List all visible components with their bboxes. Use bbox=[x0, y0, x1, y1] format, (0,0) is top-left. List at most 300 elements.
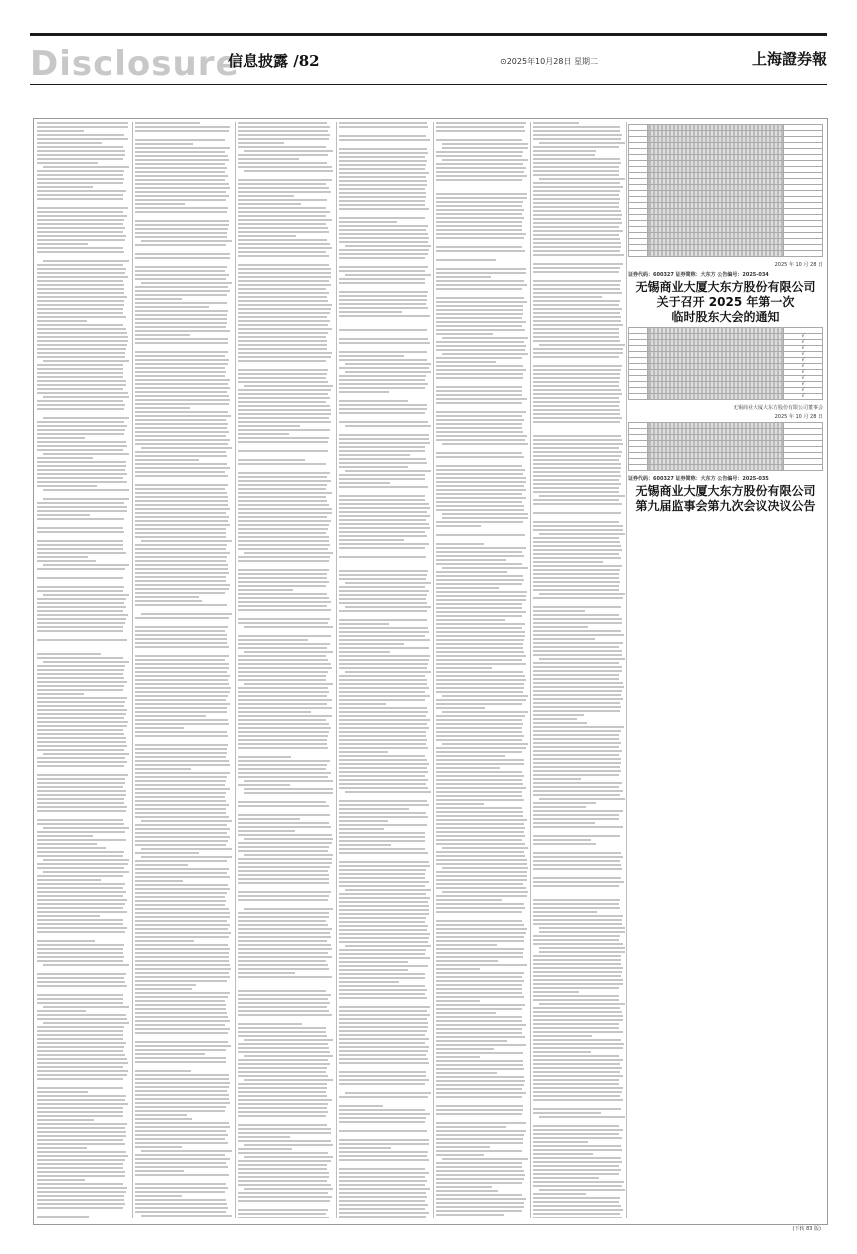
text-line bbox=[37, 158, 123, 160]
text-line bbox=[238, 739, 327, 741]
text-line bbox=[436, 944, 497, 946]
text-line bbox=[339, 474, 425, 476]
text-line bbox=[37, 485, 97, 487]
text-line bbox=[533, 746, 619, 748]
text-line bbox=[37, 1179, 85, 1181]
text-line bbox=[533, 1087, 623, 1089]
text-line bbox=[37, 586, 124, 588]
text-line bbox=[339, 1117, 426, 1119]
text-line bbox=[533, 1083, 619, 1085]
text-line bbox=[37, 182, 123, 184]
text-line bbox=[533, 1095, 620, 1097]
text-line bbox=[238, 818, 300, 820]
text-line bbox=[436, 497, 526, 499]
text-line bbox=[37, 215, 127, 217]
text-line bbox=[339, 511, 427, 513]
text-line bbox=[436, 317, 522, 319]
text-line bbox=[135, 1102, 230, 1104]
text-line bbox=[37, 544, 123, 546]
text-line bbox=[135, 179, 225, 181]
text-line bbox=[238, 463, 326, 465]
text-line bbox=[135, 679, 228, 681]
text-line bbox=[238, 393, 328, 395]
text-line bbox=[436, 1076, 524, 1078]
text-line bbox=[37, 1002, 123, 1004]
text-line bbox=[436, 1020, 522, 1022]
text-line bbox=[135, 776, 227, 778]
text-line bbox=[339, 659, 429, 661]
text-column-3 bbox=[238, 122, 333, 1218]
text-line bbox=[238, 882, 329, 884]
text-line bbox=[436, 799, 524, 801]
text-line bbox=[533, 525, 623, 527]
text-line bbox=[238, 122, 327, 124]
text-line bbox=[238, 480, 331, 482]
text-line bbox=[238, 647, 327, 649]
text-line bbox=[533, 479, 619, 481]
text-line bbox=[37, 614, 128, 616]
text-line bbox=[436, 972, 524, 974]
text-line bbox=[135, 1199, 226, 1201]
text-line bbox=[244, 1188, 333, 1190]
text-line bbox=[436, 807, 522, 809]
text-line bbox=[135, 824, 227, 826]
text-line bbox=[533, 557, 621, 559]
table-cell: √ bbox=[784, 358, 823, 364]
text-line bbox=[533, 860, 620, 862]
text-line bbox=[238, 874, 329, 876]
text-line bbox=[135, 663, 229, 665]
text-line bbox=[238, 1063, 330, 1065]
text-line bbox=[135, 792, 226, 794]
text-line bbox=[339, 651, 390, 653]
text-line bbox=[238, 1136, 290, 1138]
text-line bbox=[339, 221, 397, 223]
text-line bbox=[238, 235, 296, 237]
text-line bbox=[533, 778, 581, 780]
text-line bbox=[339, 531, 425, 533]
text-line bbox=[37, 384, 126, 386]
text-line bbox=[238, 356, 331, 358]
text-line bbox=[135, 1134, 228, 1136]
text-line bbox=[339, 723, 427, 725]
text-line bbox=[43, 489, 129, 491]
text-line bbox=[533, 638, 595, 640]
text-line bbox=[436, 130, 525, 132]
text-line bbox=[339, 1155, 427, 1157]
text-line bbox=[238, 711, 311, 713]
text-line bbox=[37, 749, 124, 751]
text-line bbox=[135, 832, 227, 834]
text-line bbox=[135, 1041, 228, 1043]
text-line bbox=[339, 446, 425, 448]
text-line bbox=[533, 750, 622, 752]
table-cell: √ bbox=[784, 382, 823, 388]
text-line bbox=[339, 180, 427, 182]
text-line bbox=[238, 1107, 327, 1109]
text-line bbox=[244, 385, 333, 387]
text-line bbox=[339, 917, 426, 919]
text-line bbox=[135, 1016, 228, 1018]
text-line bbox=[135, 455, 227, 457]
text-line bbox=[533, 1055, 619, 1057]
text-line bbox=[533, 802, 596, 804]
text-line bbox=[436, 547, 526, 549]
text-line bbox=[37, 839, 126, 841]
text-line bbox=[436, 575, 523, 577]
text-line bbox=[436, 345, 526, 347]
text-line bbox=[238, 219, 332, 221]
text-line bbox=[533, 503, 622, 505]
text-line bbox=[238, 1075, 328, 1077]
text-line bbox=[436, 233, 526, 235]
text-line bbox=[238, 990, 326, 992]
text-line bbox=[238, 280, 329, 282]
text-line bbox=[339, 852, 428, 854]
text-line bbox=[135, 988, 192, 990]
text-line bbox=[238, 703, 327, 705]
text-line bbox=[135, 1032, 228, 1034]
text-line bbox=[135, 900, 226, 902]
text-line bbox=[135, 403, 229, 405]
text-line bbox=[339, 1014, 430, 1016]
text-line bbox=[37, 272, 125, 274]
text-line bbox=[436, 171, 524, 173]
text-line bbox=[238, 409, 331, 411]
text-line bbox=[533, 1051, 591, 1053]
text-line bbox=[135, 604, 227, 606]
text-line bbox=[37, 320, 87, 322]
text-line bbox=[135, 912, 230, 914]
text-line bbox=[238, 719, 326, 721]
text-line bbox=[533, 381, 619, 383]
text-line bbox=[238, 899, 328, 901]
text-line bbox=[37, 235, 126, 237]
text-line bbox=[37, 1091, 88, 1093]
text-line bbox=[238, 328, 332, 330]
text-line bbox=[339, 759, 427, 761]
text-line bbox=[238, 187, 329, 189]
text-line bbox=[533, 1197, 620, 1199]
text-line bbox=[436, 1068, 524, 1070]
text-line bbox=[339, 1200, 425, 1202]
text-line bbox=[436, 333, 493, 335]
text-line bbox=[533, 971, 622, 973]
text-line bbox=[339, 751, 388, 753]
text-line bbox=[37, 170, 124, 172]
text-line bbox=[37, 705, 124, 707]
text-line bbox=[135, 948, 230, 950]
text-line bbox=[238, 643, 330, 645]
text-line bbox=[533, 674, 619, 676]
text-line bbox=[37, 741, 126, 743]
text-line bbox=[436, 377, 523, 379]
text-line bbox=[533, 397, 619, 399]
text-line bbox=[533, 818, 619, 820]
text-line bbox=[533, 1165, 619, 1167]
text-line bbox=[339, 188, 425, 190]
stock-code-line: 证券代码：600327 证券简称：大东方 公告编号：2025-034 bbox=[628, 272, 769, 278]
text-line bbox=[436, 390, 522, 392]
text-line bbox=[436, 357, 522, 359]
text-line bbox=[436, 427, 522, 429]
text-line bbox=[37, 855, 123, 857]
text-line bbox=[533, 1019, 623, 1021]
text-line bbox=[238, 397, 330, 399]
text-line bbox=[135, 1057, 226, 1059]
text-line bbox=[135, 512, 226, 514]
text-line bbox=[238, 936, 331, 938]
text-line bbox=[533, 1031, 623, 1033]
text-line bbox=[436, 209, 524, 211]
text-line bbox=[135, 195, 229, 197]
text-line bbox=[533, 710, 620, 712]
newspaper-name: 上海證券報 bbox=[751, 50, 827, 68]
text-line bbox=[37, 1103, 128, 1105]
text-line bbox=[436, 707, 485, 709]
text-line bbox=[135, 836, 230, 838]
text-line bbox=[135, 876, 230, 878]
text-line bbox=[37, 977, 124, 979]
text-line bbox=[238, 1168, 327, 1170]
text-line bbox=[436, 280, 524, 282]
text-line bbox=[135, 1158, 230, 1160]
text-line bbox=[37, 944, 124, 946]
text-line bbox=[238, 1031, 326, 1033]
text-line bbox=[135, 784, 225, 786]
text-line bbox=[436, 217, 524, 219]
text-line bbox=[135, 642, 227, 644]
text-line bbox=[135, 968, 231, 970]
text-line bbox=[135, 524, 230, 526]
text-line bbox=[533, 417, 622, 419]
text-line bbox=[135, 1146, 182, 1148]
text-line bbox=[135, 812, 226, 814]
text-line bbox=[37, 316, 126, 318]
text-line bbox=[135, 715, 206, 717]
board-signature: 无锡商业大厦大东方股份有限公司董事会 bbox=[732, 405, 823, 411]
text-line bbox=[339, 404, 427, 406]
text-line bbox=[533, 1112, 601, 1114]
text-line bbox=[238, 972, 295, 974]
text-line bbox=[436, 259, 496, 261]
text-line bbox=[533, 230, 623, 232]
text-line bbox=[238, 866, 330, 868]
text-line bbox=[238, 830, 295, 832]
text-line bbox=[37, 1187, 127, 1189]
text-line bbox=[436, 911, 522, 913]
text-line bbox=[238, 154, 328, 156]
text-line bbox=[244, 908, 333, 910]
text-line bbox=[533, 463, 621, 465]
text-line bbox=[238, 1059, 328, 1061]
text-line bbox=[533, 758, 621, 760]
text-line bbox=[141, 856, 232, 858]
text-line bbox=[238, 671, 328, 673]
text-line bbox=[339, 985, 425, 987]
table-cell: √ bbox=[784, 376, 823, 382]
text-line bbox=[238, 768, 326, 770]
text-line bbox=[436, 771, 522, 773]
text-line bbox=[37, 457, 93, 459]
text-line bbox=[533, 782, 622, 784]
text-line bbox=[339, 192, 426, 194]
text-line bbox=[37, 284, 124, 286]
text-line bbox=[238, 735, 328, 737]
text-line bbox=[436, 759, 524, 761]
text-line bbox=[135, 318, 227, 320]
text-line bbox=[436, 1190, 498, 1192]
text-line bbox=[37, 883, 125, 885]
text-line bbox=[37, 669, 124, 671]
text-line bbox=[238, 1164, 327, 1166]
text-line bbox=[37, 985, 127, 987]
text-line bbox=[345, 791, 431, 793]
text-line bbox=[436, 875, 527, 877]
text-line bbox=[436, 932, 526, 934]
text-line bbox=[37, 1139, 123, 1141]
text-line bbox=[533, 409, 620, 411]
text-line bbox=[135, 564, 228, 566]
text-line bbox=[533, 182, 620, 184]
table-cell bbox=[629, 465, 648, 471]
text-line bbox=[244, 854, 333, 856]
text-line bbox=[533, 814, 619, 816]
text-line bbox=[339, 438, 429, 440]
text-line bbox=[436, 960, 498, 962]
text-line bbox=[238, 389, 331, 391]
text-line bbox=[135, 626, 228, 628]
text-line bbox=[339, 779, 428, 781]
text-line bbox=[238, 862, 332, 864]
text-line bbox=[436, 229, 522, 231]
text-line bbox=[238, 731, 329, 733]
text-line bbox=[37, 264, 123, 266]
text-line bbox=[238, 316, 327, 318]
text-line bbox=[436, 779, 522, 781]
text-line bbox=[533, 218, 621, 220]
text-line bbox=[339, 1042, 425, 1044]
text-line bbox=[533, 316, 621, 318]
text-line bbox=[436, 739, 522, 741]
text-line bbox=[339, 253, 428, 255]
text-line bbox=[135, 735, 228, 737]
text-line bbox=[339, 408, 427, 410]
text-line bbox=[37, 1070, 128, 1072]
text-line bbox=[339, 812, 426, 814]
text-line bbox=[533, 1027, 619, 1029]
text-line bbox=[436, 591, 527, 593]
text-line bbox=[339, 869, 426, 871]
text-line bbox=[436, 309, 523, 311]
text-line bbox=[436, 456, 524, 458]
text-line bbox=[135, 520, 228, 522]
text-line bbox=[37, 130, 84, 132]
text-line bbox=[436, 839, 522, 841]
text-line bbox=[244, 788, 333, 790]
text-line bbox=[37, 1151, 126, 1153]
text-line bbox=[135, 711, 227, 713]
text-line bbox=[533, 214, 622, 216]
text-line bbox=[442, 695, 528, 697]
text-line bbox=[339, 196, 426, 198]
text-line bbox=[436, 213, 522, 215]
text-line bbox=[135, 467, 230, 469]
text-line bbox=[339, 844, 391, 846]
text-line bbox=[339, 450, 425, 452]
text-line bbox=[135, 326, 226, 328]
text-line bbox=[37, 697, 127, 699]
text-line bbox=[135, 928, 228, 930]
text-line bbox=[238, 1010, 329, 1012]
text-line bbox=[436, 1126, 506, 1128]
text-line bbox=[436, 205, 522, 207]
text-line bbox=[533, 158, 620, 160]
text-line bbox=[238, 500, 327, 502]
text-line bbox=[238, 1209, 328, 1211]
text-line bbox=[533, 336, 619, 338]
text-line bbox=[238, 1047, 329, 1049]
table-cell bbox=[784, 251, 823, 257]
text-line bbox=[339, 168, 425, 170]
text-line bbox=[238, 916, 329, 918]
text-line bbox=[436, 349, 525, 351]
text-line bbox=[533, 393, 622, 395]
text-line bbox=[238, 747, 328, 749]
text-line bbox=[238, 960, 326, 962]
text-line bbox=[37, 737, 126, 739]
text-line bbox=[43, 417, 129, 419]
text-line bbox=[533, 868, 622, 870]
text-line bbox=[436, 151, 523, 153]
text-line bbox=[238, 948, 332, 950]
text-line bbox=[436, 639, 524, 641]
table-cell: √ bbox=[784, 394, 823, 400]
column-divider bbox=[433, 122, 434, 1218]
text-line bbox=[238, 1027, 326, 1029]
text-line bbox=[339, 351, 427, 353]
text-line bbox=[238, 1099, 332, 1101]
text-line bbox=[436, 948, 524, 950]
text-line bbox=[238, 488, 326, 490]
text-line bbox=[436, 936, 524, 938]
text-line bbox=[135, 707, 227, 709]
text-line bbox=[37, 685, 124, 687]
text-line bbox=[135, 638, 227, 640]
text-line bbox=[37, 618, 126, 620]
text-line bbox=[135, 548, 226, 550]
text-line bbox=[339, 873, 425, 875]
text-line bbox=[533, 622, 622, 624]
text-line bbox=[339, 387, 425, 389]
text-line bbox=[436, 571, 507, 573]
text-line bbox=[135, 1012, 227, 1014]
text-line bbox=[135, 646, 229, 648]
column-divider bbox=[626, 122, 627, 1218]
text-line bbox=[533, 718, 577, 720]
text-line bbox=[135, 1170, 184, 1172]
text-line bbox=[436, 313, 523, 315]
text-line bbox=[436, 1096, 522, 1098]
text-line bbox=[238, 1071, 326, 1073]
text-line bbox=[37, 1167, 123, 1169]
text-line bbox=[339, 1096, 428, 1098]
text-line bbox=[436, 555, 524, 557]
text-line bbox=[238, 618, 330, 620]
text-line bbox=[436, 1142, 523, 1144]
text-line bbox=[436, 1044, 526, 1046]
text-line bbox=[442, 143, 528, 145]
